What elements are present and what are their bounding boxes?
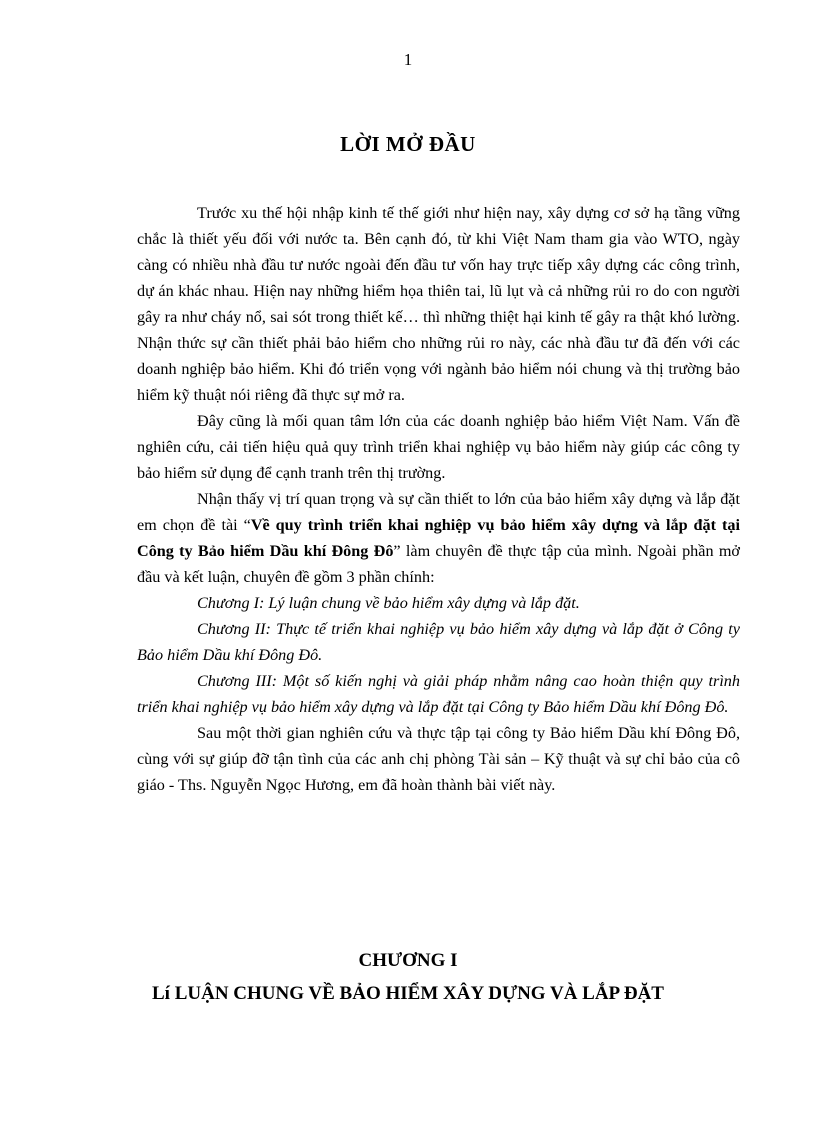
intro-title: LỜI MỞ ĐẦU [340, 132, 476, 156]
paragraph-topic [137, 486, 740, 590]
chapter-heading [0, 944, 816, 1010]
paragraph-topic-start: Nhận thấy vị trí quan trọng và sự cần thiết to lớn của bảo hiểm xây dựng và lắp đặt em chọn đề tài “ [137, 490, 740, 534]
chapter-label: CHƯƠNG I [358, 950, 458, 971]
chapter-three-line: Chương III: Một số kiến nghị và giải pháp nhằm nâng cao hoàn thiện quy trình triển khai nghiệp vụ bảo hiểm xây dựng và lắp đặt tại Công ty Bảo hiểm Dầu khí Đông Đô. [137, 672, 740, 716]
body-text [137, 200, 740, 798]
chapter-one-line: Chương I: Lý luận chung về bảo hiểm xây dựng và lắp đặt. [197, 594, 580, 612]
paragraph-concern: Đây cũng là mối quan tâm lớn của các doanh nghiệp bảo hiểm Việt Nam. Vấn đề nghiên cứu, cải tiến hiệu quả quy trình triển khai nghiệp vụ bảo hiểm này giúp các công ty bảo hiểm sử dụng để cạnh tranh trên thị trường. [137, 412, 740, 482]
page-number: 1 [403, 50, 413, 69]
chapter-title: Lí LUẬN CHUNG VỀ BẢO HIỂM XÂY DỰNG VÀ LẮP ĐẶT [152, 983, 664, 1004]
paragraph-topic-end: ” làm chuyên đề thực tập của mình. Ngoài phần mở đầu và kết luận, chuyên đề gồm 3 phần chính: [137, 542, 740, 586]
thesis-topic: Về quy trình triển khai nghiệp vụ bảo hiểm xây dựng và lắp đặt tại Công ty Bảo hiểm Dầu khí Đông Đô [137, 516, 741, 560]
chapter-two-line: Chương II: Thực tế triển khai nghiệp vụ bảo hiểm xây dựng và lắp đặt ở Công ty Bảo hiểm Dầu khí Đông Đô. [137, 620, 740, 664]
paragraph-acknowledgement: Sau một thời gian nghiên cứu và thực tập tại công ty Bảo hiểm Dầu khí Đông Đô, cùng với sự giúp đỡ tận tình của các anh chị phòng Tài sản – Kỹ thuật và sự chỉ bảo của cô giáo - Ths. Nguyễn Ngọc Hương, em đã hoàn thành bài viết này. [137, 724, 740, 794]
paragraph-context: Trước xu thế hội nhập kinh tế thế giới như hiện nay, xây dựng cơ sở hạ tầng vững chắc là thiết yếu đối với nước ta. Bên cạnh đó, từ khi Việt Nam tham gia vào WTO, ngày càng có nhiều nhà đầu tư nước ngoài đến đầu tư vốn hay trực tiếp xây dựng các công trình, dự án khác nhau. Hiện nay những hiểm họa thiên tai, lũ lụt và cả những rủi ro do con người gây ra như cháy nổ, sai sót trong thiết kế… thì những thiệt hại kinh tế gây ra thật khó lường. Nhận thức sự cần thiết phải bảo hiểm cho những rủi ro này, các nhà đầu tư đã đến với các doanh nghiệp bảo hiểm. Khi đó triển vọng với ngành bảo hiểm nói chung và thị trường bảo hiểm kỹ thuật nói riêng đã thực sự mở ra. [137, 204, 740, 404]
